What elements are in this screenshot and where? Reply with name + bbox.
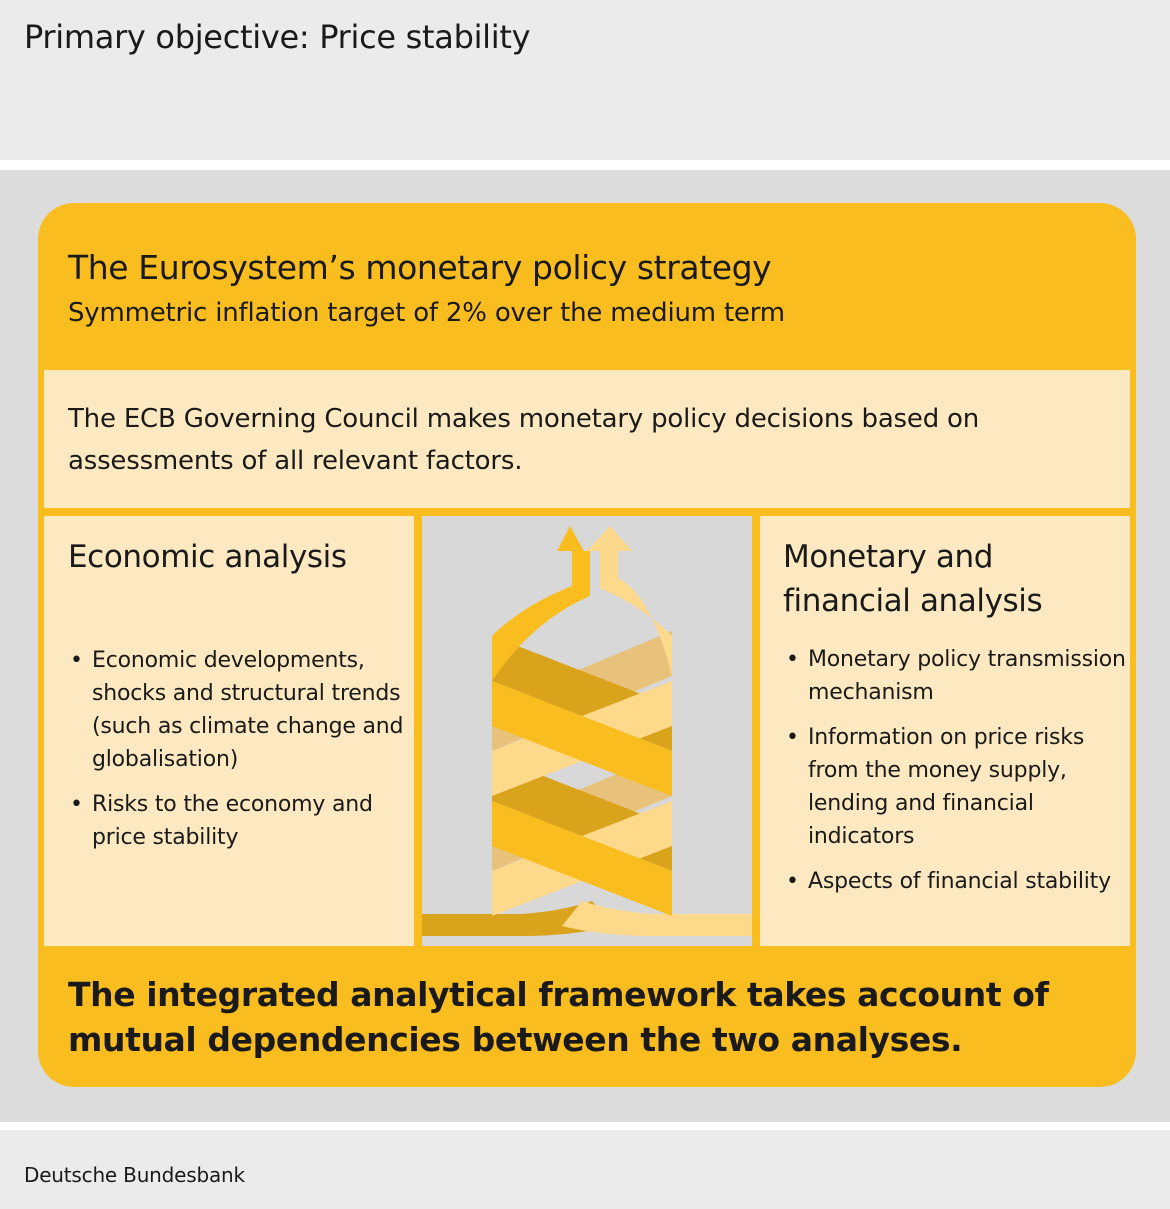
source-label: Deutsche Bundesbank	[24, 1163, 245, 1187]
economic-analysis-item: • Risks to the economy and price stability	[68, 788, 408, 854]
monetary-analysis-item: • Information on price risks from the money supply, lending and financial indicators	[784, 721, 1130, 853]
monetary-analysis-item: • Monetary policy transmission mechanism	[784, 643, 1130, 709]
economic-analysis-list	[68, 644, 408, 866]
council-text: The ECB Governing Council makes monetary policy decisions based on assessments of all relevant factors.	[68, 404, 980, 476]
framework-statement: The integrated analytical framework takes account of mutual dependencies between the two analyses.	[68, 975, 1049, 1059]
strategy-title: The Eurosystem’s monetary policy strategy	[68, 248, 772, 287]
monetary-analysis-item: • Aspects of financial stability	[784, 865, 1130, 898]
monetary-analysis-list	[784, 643, 1130, 910]
economic-analysis-item: • Economic developments, shocks and structural trends (such as climate change and globalisation)	[68, 644, 408, 776]
double-helix-icon	[422, 516, 752, 946]
economic-analysis-heading: Economic analysis	[68, 539, 347, 575]
page-title: Primary objective: Price stability	[24, 18, 531, 56]
monetary-analysis-heading: Monetary and financial analysis	[783, 539, 1043, 619]
strategy-subtitle: Symmetric inflation target of 2% over the medium term	[68, 298, 785, 328]
